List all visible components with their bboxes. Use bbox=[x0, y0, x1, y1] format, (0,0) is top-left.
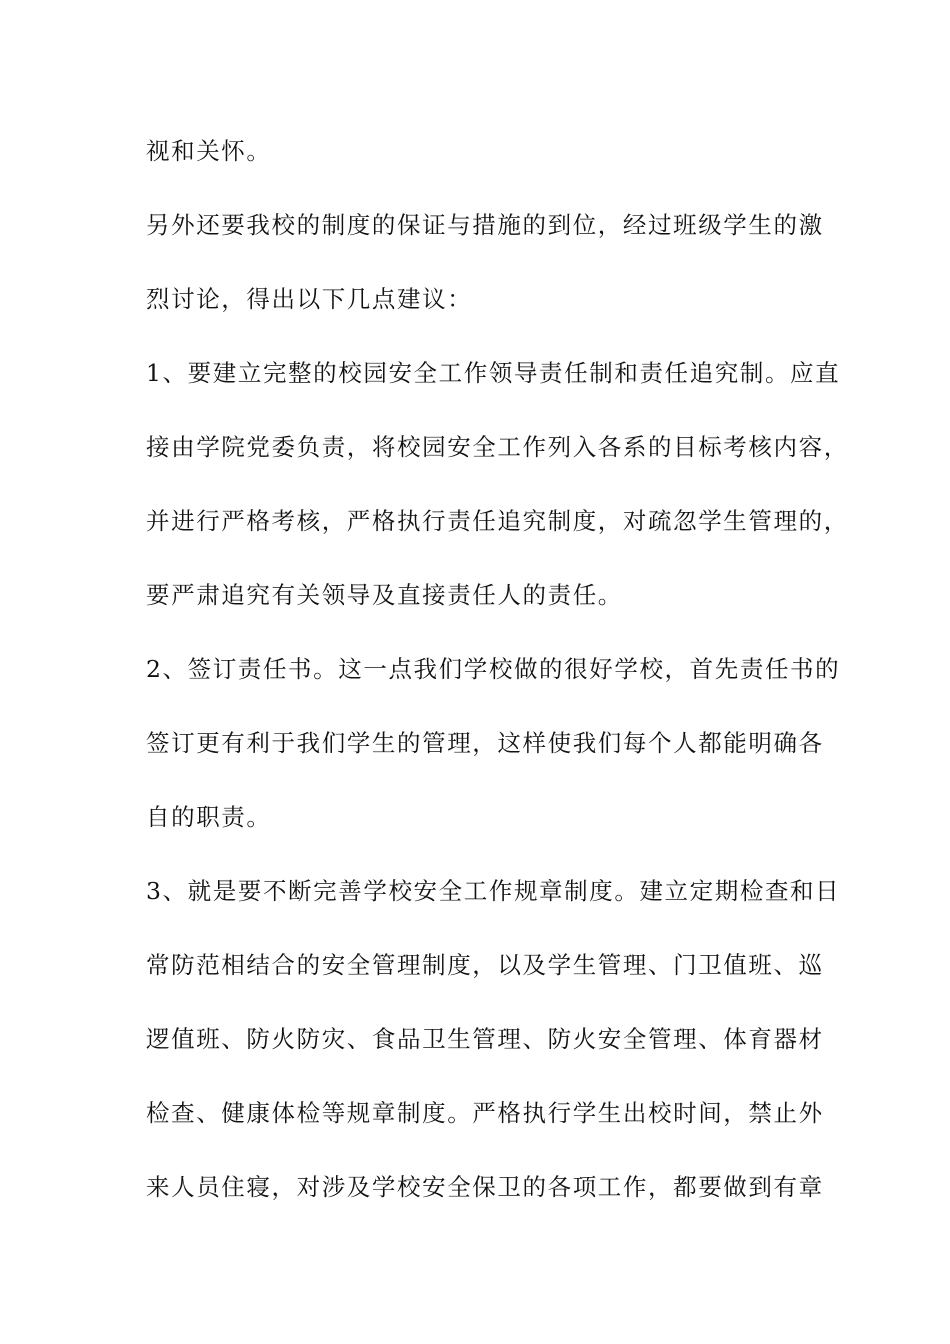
text-line-13: 逻值班、防火防灾、食品卫生管理、防火安全管理、体育器材 bbox=[146, 1025, 824, 1053]
text-line-2: 另外还要我校的制度的保证与措施的到位，经过班级学生的激 bbox=[146, 211, 824, 239]
text-line-5: 接由学院党委负责，将校园安全工作列入各系的目标考核内容， bbox=[146, 433, 849, 461]
text-line-14: 检查、健康体检等规章制度。严格执行学生出校时间，禁止外 bbox=[146, 1099, 824, 1127]
text-line-8: 2、签订责任书。这一点我们学校做的很好学校，首先责任书的 bbox=[146, 655, 841, 683]
text-line-7: 要严肃追究有关领导及直接责任人的责任。 bbox=[146, 581, 623, 609]
text-line-11: 3、就是要不断完善学校安全工作规章制度。建立定期检查和日 bbox=[146, 877, 841, 905]
text-line-1: 视和关怀。 bbox=[146, 137, 272, 165]
text-line-12: 常防范相结合的安全管理制度，以及学生管理、门卫值班、巡 bbox=[146, 951, 824, 979]
text-line-15: 来人员住寝，对涉及学校安全保卫的各项工作，都要做到有章 bbox=[146, 1173, 824, 1201]
text-line-9: 签订更有利于我们学生的管理，这样使我们每个人都能明确各 bbox=[146, 729, 824, 757]
text-line-10: 自的职责。 bbox=[146, 803, 272, 831]
text-line-3: 烈讨论，得出以下几点建议： bbox=[146, 285, 473, 313]
text-line-4: 1、要建立完整的校园安全工作领导责任制和责任追究制。应直 bbox=[146, 359, 841, 387]
text-line-6: 并进行严格考核，严格执行责任追究制度，对疏忽学生管理的， bbox=[146, 507, 849, 535]
